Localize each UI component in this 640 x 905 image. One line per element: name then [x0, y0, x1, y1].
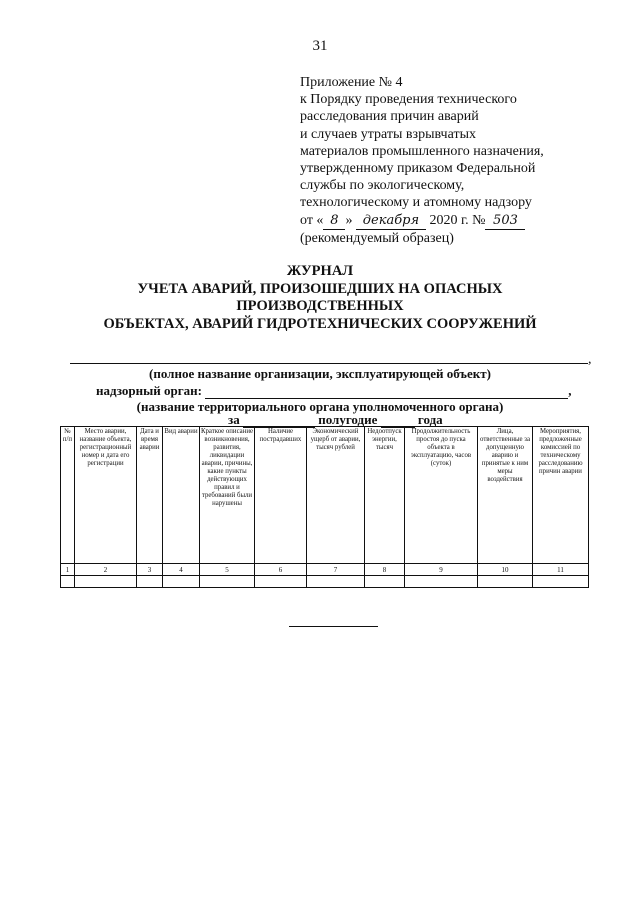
column-header: Дата и время аварии — [137, 427, 163, 564]
end-rule — [289, 626, 378, 627]
column-header: Экономический ущерб от аварии, тысяч рублей — [307, 427, 365, 564]
order-date-line — [300, 212, 544, 230]
title-line: ЖУРНАЛ — [286, 263, 354, 279]
column-header: Недоотпуск энергии, тысяч — [365, 427, 405, 564]
column-number: 3 — [137, 564, 163, 576]
date-day-handwritten: 8 — [323, 212, 345, 230]
column-header: Лица, ответственные за допущенную аварию и принятые к ним меры воздействия — [478, 427, 533, 564]
annex-number: Приложение № 4 — [300, 75, 403, 90]
organization-name-line — [70, 363, 588, 364]
date-mid: » — [345, 212, 353, 228]
annex-line: расследования причин аварий — [300, 109, 479, 125]
date-year: 2020 г. № — [429, 212, 486, 228]
table-cell — [163, 576, 200, 588]
table-cell — [365, 576, 405, 588]
authority-comma: , — [568, 383, 572, 398]
authority-label: надзорный орган: — [96, 383, 202, 398]
period-year-label: года — [417, 412, 443, 427]
column-number-row — [61, 564, 589, 576]
accident-journal-table — [60, 426, 589, 588]
column-number: 7 — [307, 564, 365, 576]
organization-caption: (полное название организации, эксплуатирующей объект) — [149, 366, 491, 381]
table-cell — [137, 576, 163, 588]
authority-row — [96, 383, 571, 399]
page-number: 31 — [312, 38, 328, 54]
annex-line: к Порядку проведения технического — [300, 92, 517, 108]
annex-line: технологическому и атомному надзору — [300, 195, 532, 211]
column-number: 10 — [478, 564, 533, 576]
annex-line: утвержденному приказом Федеральной — [300, 161, 536, 177]
table-cell — [255, 576, 307, 588]
table-cell — [307, 576, 365, 588]
column-header: Продолжительность простоя до пуска объекта в эксплуатацию, часов (суток) — [405, 427, 478, 564]
title-line: ПРОИЗВОДСТВЕННЫХ — [236, 298, 404, 314]
period-for-label: за — [228, 412, 240, 427]
organization-comma: , — [588, 352, 592, 367]
table-header-row — [61, 427, 589, 564]
column-header: № п/п — [61, 427, 75, 564]
column-number: 6 — [255, 564, 307, 576]
column-number: 5 — [200, 564, 255, 576]
table-cell — [200, 576, 255, 588]
title-line: УЧЕТА АВАРИЙ, ПРОИЗОШЕДШИХ НА ОПАСНЫХ — [137, 280, 503, 297]
period-half-year-label: полугодие — [318, 412, 378, 427]
column-number: 8 — [365, 564, 405, 576]
column-number: 11 — [533, 564, 589, 576]
order-number-handwritten: 503 — [485, 212, 525, 230]
journal-title — [0, 263, 640, 333]
authority-name-line — [205, 386, 568, 399]
column-header: Мероприятия, предложенные комиссией по техническому расследованию причин аварии — [533, 427, 589, 564]
column-header: Место аварии, название объекта, регистрационный номер и дата его регистрации — [75, 427, 137, 564]
column-header: Вид аварии — [163, 427, 200, 564]
column-number: 2 — [75, 564, 137, 576]
column-number: 9 — [405, 564, 478, 576]
table-cell — [533, 576, 589, 588]
annex-line: и случаев утраты взрывчатых — [300, 126, 476, 142]
table-cell — [478, 576, 533, 588]
column-header: Наличие пострадавших — [255, 427, 307, 564]
column-header: Краткое описание возникновения, развития, ликвидации аварии, причины, какие пункты действующих правил и требований были нарушены — [200, 427, 255, 564]
table-cell — [61, 576, 75, 588]
column-number: 1 — [61, 564, 75, 576]
annex-line: материалов промышленного назначения, — [300, 143, 544, 159]
sample-note: (рекомендуемый образец) — [300, 230, 454, 246]
date-prefix: от « — [300, 212, 324, 228]
empty-entry-row — [61, 576, 589, 588]
table-cell — [75, 576, 137, 588]
date-month-handwritten: декабря — [356, 212, 426, 230]
title-line: ОБЪЕКТАХ, АВАРИЙ ГИДРОТЕХНИЧЕСКИХ СООРУЖЕНИЙ — [103, 315, 537, 332]
authority-caption: (название территориального органа уполномоченного органа) — [136, 399, 504, 414]
column-number: 4 — [163, 564, 200, 576]
annex-line: службы по экологическому, — [300, 178, 465, 194]
table-cell — [405, 576, 478, 588]
annex-block — [300, 74, 544, 247]
